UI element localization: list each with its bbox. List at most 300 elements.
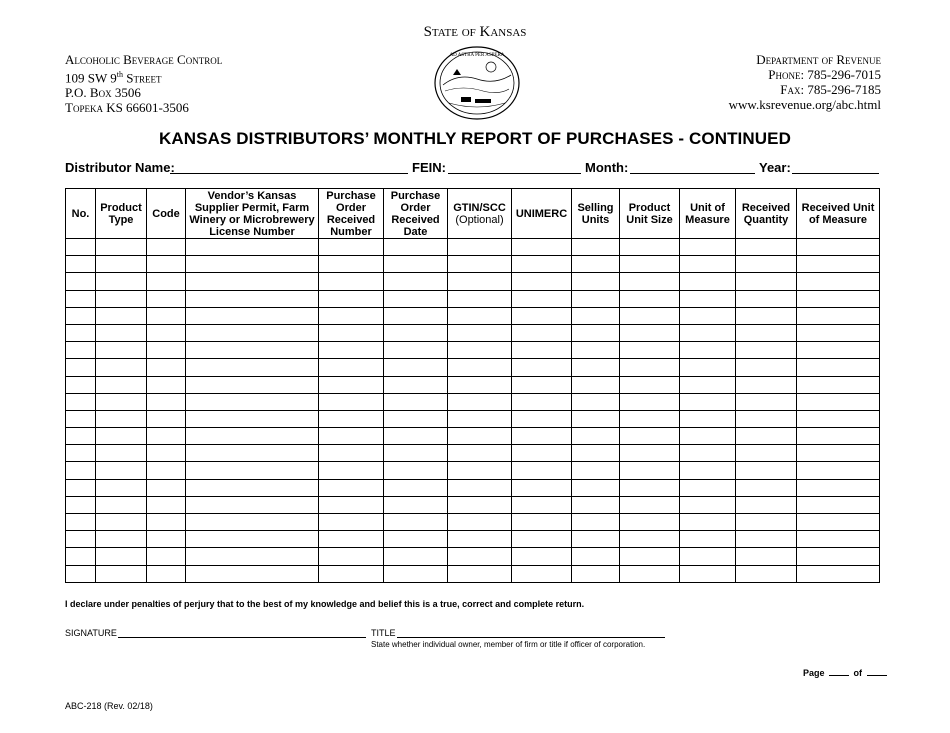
- table-cell[interactable]: [620, 496, 680, 513]
- table-cell[interactable]: [512, 290, 572, 307]
- table-cell[interactable]: [512, 479, 572, 496]
- table-row: [66, 462, 880, 479]
- table-cell[interactable]: [66, 565, 96, 582]
- table-cell[interactable]: [797, 548, 880, 565]
- distributor-name-field[interactable]: [170, 173, 408, 174]
- table-cell[interactable]: [572, 376, 620, 393]
- table-cell[interactable]: [66, 256, 96, 273]
- table-cell[interactable]: [319, 565, 384, 582]
- table-cell[interactable]: [680, 479, 736, 496]
- col-header: GTIN/SCC (Optional): [448, 189, 512, 239]
- table-cell[interactable]: [620, 359, 680, 376]
- table-cell[interactable]: [66, 496, 96, 513]
- table-cell[interactable]: [319, 531, 384, 548]
- table-cell[interactable]: [66, 462, 96, 479]
- table-cell[interactable]: [384, 376, 448, 393]
- table-cell[interactable]: [384, 565, 448, 582]
- table-cell[interactable]: [620, 514, 680, 531]
- table-cell[interactable]: [448, 445, 512, 462]
- table-cell[interactable]: [66, 479, 96, 496]
- table-row: [66, 359, 880, 376]
- table-cell[interactable]: [319, 445, 384, 462]
- table-cell[interactable]: [96, 256, 147, 273]
- table-cell[interactable]: [620, 479, 680, 496]
- table-cell[interactable]: [448, 239, 512, 256]
- table-cell[interactable]: [66, 514, 96, 531]
- table-cell[interactable]: [384, 273, 448, 290]
- table-cell[interactable]: [797, 428, 880, 445]
- table-cell[interactable]: [448, 548, 512, 565]
- table-cell[interactable]: [680, 531, 736, 548]
- table-cell[interactable]: [512, 393, 572, 410]
- table-cell[interactable]: [736, 479, 797, 496]
- col-header: No.: [66, 189, 96, 239]
- table-cell[interactable]: [147, 290, 186, 307]
- table-cell[interactable]: [572, 479, 620, 496]
- table-cell[interactable]: [66, 410, 96, 427]
- table-cell[interactable]: [319, 307, 384, 324]
- table-cell[interactable]: [319, 239, 384, 256]
- table-cell[interactable]: [186, 445, 319, 462]
- table-cell[interactable]: [319, 342, 384, 359]
- table-cell[interactable]: [448, 273, 512, 290]
- table-cell[interactable]: [448, 342, 512, 359]
- table-cell[interactable]: [512, 496, 572, 513]
- table-cell[interactable]: [147, 428, 186, 445]
- table-cell[interactable]: [66, 342, 96, 359]
- table-cell[interactable]: [572, 565, 620, 582]
- table-cell[interactable]: [572, 531, 620, 548]
- table-cell[interactable]: [319, 273, 384, 290]
- table-cell[interactable]: [319, 256, 384, 273]
- table-cell[interactable]: [572, 393, 620, 410]
- table-cell[interactable]: [797, 496, 880, 513]
- table-cell[interactable]: [186, 307, 319, 324]
- table-cell[interactable]: [572, 514, 620, 531]
- table-cell[interactable]: [384, 256, 448, 273]
- table-cell[interactable]: [736, 273, 797, 290]
- table-cell[interactable]: [736, 290, 797, 307]
- table-cell[interactable]: [572, 410, 620, 427]
- table-cell[interactable]: [186, 428, 319, 445]
- table-cell[interactable]: [736, 428, 797, 445]
- table-cell[interactable]: [96, 462, 147, 479]
- table-cell[interactable]: [736, 565, 797, 582]
- table-cell[interactable]: [66, 324, 96, 341]
- table-cell[interactable]: [66, 273, 96, 290]
- table-cell[interactable]: [147, 239, 186, 256]
- table-cell[interactable]: [680, 376, 736, 393]
- col-header: Vendor’s Kansas Supplier Permit, Farm Winery or Microbrewery License Number: [186, 189, 319, 239]
- table-cell[interactable]: [319, 479, 384, 496]
- table-cell[interactable]: [680, 514, 736, 531]
- col-header: Purchase Order Received Date: [384, 189, 448, 239]
- table-cell[interactable]: [736, 307, 797, 324]
- table-cell[interactable]: [319, 393, 384, 410]
- table-cell[interactable]: [147, 342, 186, 359]
- table-cell[interactable]: [147, 531, 186, 548]
- table-cell[interactable]: [680, 342, 736, 359]
- table-cell[interactable]: [512, 359, 572, 376]
- table-cell[interactable]: [96, 445, 147, 462]
- table-cell[interactable]: [186, 462, 319, 479]
- col-header: Unit of Measure: [680, 189, 736, 239]
- table-cell[interactable]: [448, 393, 512, 410]
- table-row: [66, 565, 880, 582]
- table-cell[interactable]: [96, 479, 147, 496]
- table-cell[interactable]: [620, 531, 680, 548]
- table-cell[interactable]: [448, 324, 512, 341]
- table-cell[interactable]: [96, 514, 147, 531]
- month-field[interactable]: [630, 173, 755, 174]
- table-cell[interactable]: [384, 342, 448, 359]
- table-cell[interactable]: [736, 548, 797, 565]
- table-cell[interactable]: [147, 393, 186, 410]
- table-cell[interactable]: [186, 531, 319, 548]
- page-counter: [803, 668, 887, 678]
- table-cell[interactable]: [736, 359, 797, 376]
- table-cell[interactable]: [384, 393, 448, 410]
- table-cell[interactable]: [736, 239, 797, 256]
- table-cell[interactable]: [384, 290, 448, 307]
- table-cell[interactable]: [736, 462, 797, 479]
- table-cell[interactable]: [620, 565, 680, 582]
- col-header: Selling Units: [572, 189, 620, 239]
- table-cell[interactable]: [620, 428, 680, 445]
- table-cell[interactable]: [147, 496, 186, 513]
- table-cell[interactable]: [384, 462, 448, 479]
- po-box: P.O. Box 3506: [65, 85, 141, 101]
- table-cell[interactable]: [186, 410, 319, 427]
- table-cell[interactable]: [512, 239, 572, 256]
- table-cell[interactable]: [620, 393, 680, 410]
- table-cell[interactable]: [572, 445, 620, 462]
- table-cell[interactable]: [186, 496, 319, 513]
- page-total-field[interactable]: [867, 675, 887, 676]
- table-cell[interactable]: [147, 445, 186, 462]
- table-cell[interactable]: [448, 290, 512, 307]
- table-cell[interactable]: [680, 239, 736, 256]
- table-cell[interactable]: [620, 342, 680, 359]
- table-cell[interactable]: [66, 376, 96, 393]
- table-cell[interactable]: [96, 410, 147, 427]
- table-cell[interactable]: [620, 307, 680, 324]
- table-cell[interactable]: [384, 445, 448, 462]
- table-cell[interactable]: [384, 514, 448, 531]
- table-cell[interactable]: [620, 273, 680, 290]
- table-cell[interactable]: [186, 376, 319, 393]
- table-cell[interactable]: [620, 324, 680, 341]
- table-cell[interactable]: [186, 273, 319, 290]
- table-cell[interactable]: [736, 445, 797, 462]
- table-cell[interactable]: [680, 359, 736, 376]
- table-cell[interactable]: [736, 342, 797, 359]
- table-cell[interactable]: [448, 496, 512, 513]
- table-cell[interactable]: [96, 342, 147, 359]
- table-cell[interactable]: [448, 531, 512, 548]
- table-cell[interactable]: [736, 256, 797, 273]
- year-field[interactable]: [792, 173, 879, 174]
- table-cell[interactable]: [620, 290, 680, 307]
- table-cell[interactable]: [680, 307, 736, 324]
- department-address: [729, 52, 881, 112]
- table-cell[interactable]: [797, 324, 880, 341]
- table-cell[interactable]: [797, 565, 880, 582]
- table-cell[interactable]: [96, 565, 147, 582]
- table-cell[interactable]: [96, 307, 147, 324]
- table-cell[interactable]: [66, 428, 96, 445]
- table-cell[interactable]: [319, 514, 384, 531]
- table-cell[interactable]: [680, 290, 736, 307]
- table-cell[interactable]: [572, 239, 620, 256]
- table-cell[interactable]: [797, 359, 880, 376]
- signature-label: SIGNATURE: [65, 628, 117, 638]
- table-cell[interactable]: [186, 290, 319, 307]
- table-cell[interactable]: [96, 548, 147, 565]
- page-label: Page: [803, 668, 825, 678]
- table-cell[interactable]: [96, 239, 147, 256]
- table-cell[interactable]: [512, 324, 572, 341]
- table-cell[interactable]: [797, 239, 880, 256]
- table-cell[interactable]: [147, 565, 186, 582]
- table-cell[interactable]: [319, 496, 384, 513]
- table-cell[interactable]: [66, 307, 96, 324]
- table-cell[interactable]: [680, 445, 736, 462]
- table-cell[interactable]: [319, 548, 384, 565]
- table-cell[interactable]: [512, 531, 572, 548]
- table-row: [66, 514, 880, 531]
- table-cell[interactable]: [384, 324, 448, 341]
- table-cell[interactable]: [680, 496, 736, 513]
- table-cell[interactable]: [448, 479, 512, 496]
- table-cell[interactable]: [96, 324, 147, 341]
- table-cell[interactable]: [319, 428, 384, 445]
- table-cell[interactable]: [512, 548, 572, 565]
- table-cell[interactable]: [96, 496, 147, 513]
- table-cell[interactable]: [66, 531, 96, 548]
- table-cell[interactable]: [186, 548, 319, 565]
- table-cell[interactable]: [680, 410, 736, 427]
- table-row: [66, 239, 880, 256]
- city-zip: Topeka KS 66601-3506: [65, 100, 189, 116]
- table-cell[interactable]: [620, 410, 680, 427]
- table-cell[interactable]: [572, 548, 620, 565]
- table-cell[interactable]: [319, 359, 384, 376]
- table-cell[interactable]: [319, 376, 384, 393]
- table-cell[interactable]: [572, 496, 620, 513]
- page-number-field[interactable]: [829, 675, 849, 676]
- table-cell[interactable]: [448, 514, 512, 531]
- table-cell[interactable]: [186, 324, 319, 341]
- table-cell[interactable]: [572, 273, 620, 290]
- table-cell[interactable]: [736, 514, 797, 531]
- table-cell[interactable]: [186, 393, 319, 410]
- table-cell[interactable]: [797, 342, 880, 359]
- table-cell[interactable]: [680, 462, 736, 479]
- table-cell[interactable]: [147, 410, 186, 427]
- table-cell[interactable]: [620, 462, 680, 479]
- table-cell[interactable]: [66, 359, 96, 376]
- table-cell[interactable]: [572, 342, 620, 359]
- table-cell[interactable]: [384, 548, 448, 565]
- table-cell[interactable]: [66, 239, 96, 256]
- table-cell[interactable]: [147, 514, 186, 531]
- table-cell[interactable]: [620, 445, 680, 462]
- table-cell[interactable]: [186, 239, 319, 256]
- table-cell[interactable]: [319, 324, 384, 341]
- table-cell[interactable]: [512, 410, 572, 427]
- table-cell[interactable]: [797, 256, 880, 273]
- table-cell[interactable]: [797, 393, 880, 410]
- table-cell[interactable]: [448, 565, 512, 582]
- col-header: Product Type: [96, 189, 147, 239]
- table-cell[interactable]: [797, 376, 880, 393]
- table-cell[interactable]: [448, 359, 512, 376]
- table-cell[interactable]: [512, 445, 572, 462]
- table-cell[interactable]: [66, 548, 96, 565]
- table-cell[interactable]: [384, 239, 448, 256]
- table-cell[interactable]: [319, 410, 384, 427]
- table-cell[interactable]: [797, 514, 880, 531]
- table-cell[interactable]: [797, 462, 880, 479]
- table-cell[interactable]: [384, 479, 448, 496]
- table-cell[interactable]: [680, 428, 736, 445]
- distributor-name-label: Distributor Name:: [65, 160, 175, 175]
- table-cell[interactable]: [736, 376, 797, 393]
- table-cell[interactable]: [384, 359, 448, 376]
- table-cell[interactable]: [66, 393, 96, 410]
- table-cell[interactable]: [384, 496, 448, 513]
- table-cell[interactable]: [572, 307, 620, 324]
- table-cell[interactable]: [797, 479, 880, 496]
- table-cell[interactable]: [572, 428, 620, 445]
- table-cell[interactable]: [620, 256, 680, 273]
- table-cell[interactable]: [797, 410, 880, 427]
- table-cell[interactable]: [572, 290, 620, 307]
- table-cell[interactable]: [448, 410, 512, 427]
- table-row: [66, 428, 880, 445]
- table-cell[interactable]: [680, 324, 736, 341]
- table-cell[interactable]: [512, 307, 572, 324]
- table-cell[interactable]: [620, 376, 680, 393]
- table-cell[interactable]: [680, 256, 736, 273]
- table-cell[interactable]: [384, 307, 448, 324]
- department-name: Department of Revenue: [756, 52, 881, 67]
- table-row: [66, 496, 880, 513]
- table-cell[interactable]: [797, 273, 880, 290]
- table-cell[interactable]: [572, 359, 620, 376]
- table-cell[interactable]: [147, 256, 186, 273]
- table-cell[interactable]: [620, 239, 680, 256]
- table-cell[interactable]: [186, 359, 319, 376]
- table-cell[interactable]: [448, 428, 512, 445]
- table-cell[interactable]: [96, 290, 147, 307]
- table-cell[interactable]: [680, 565, 736, 582]
- table-cell[interactable]: [448, 462, 512, 479]
- table-cell[interactable]: [147, 359, 186, 376]
- table-cell[interactable]: [736, 496, 797, 513]
- table-cell[interactable]: [147, 324, 186, 341]
- table-cell[interactable]: [96, 531, 147, 548]
- table-cell[interactable]: [680, 273, 736, 290]
- table-cell[interactable]: [736, 410, 797, 427]
- table-row: [66, 307, 880, 324]
- col-header: Purchase Order Received Number: [319, 189, 384, 239]
- table-cell[interactable]: [186, 479, 319, 496]
- signature-field[interactable]: [118, 637, 366, 638]
- table-row: [66, 548, 880, 565]
- table-cell[interactable]: [147, 307, 186, 324]
- table-cell[interactable]: [680, 548, 736, 565]
- table-cell[interactable]: [147, 462, 186, 479]
- table-cell[interactable]: [96, 428, 147, 445]
- table-cell[interactable]: [66, 445, 96, 462]
- table-cell[interactable]: [680, 393, 736, 410]
- table-cell[interactable]: [797, 307, 880, 324]
- table-cell[interactable]: [736, 531, 797, 548]
- table-cell[interactable]: [448, 376, 512, 393]
- table-cell[interactable]: [186, 256, 319, 273]
- table-cell[interactable]: [512, 565, 572, 582]
- table-cell[interactable]: [384, 410, 448, 427]
- table-cell[interactable]: [572, 256, 620, 273]
- table-cell[interactable]: [96, 273, 147, 290]
- table-cell[interactable]: [448, 256, 512, 273]
- table-cell[interactable]: [319, 290, 384, 307]
- table-cell[interactable]: [147, 376, 186, 393]
- table-cell[interactable]: [736, 324, 797, 341]
- table-cell[interactable]: [797, 445, 880, 462]
- table-cell[interactable]: [512, 342, 572, 359]
- kansas-seal-icon: [433, 45, 521, 121]
- table-cell[interactable]: [96, 359, 147, 376]
- table-cell[interactable]: [448, 307, 512, 324]
- table-cell[interactable]: [512, 256, 572, 273]
- table-cell[interactable]: [147, 273, 186, 290]
- fein-field[interactable]: [448, 173, 581, 174]
- table-cell[interactable]: [96, 376, 147, 393]
- phone: Phone: 785-296-7015: [768, 67, 881, 82]
- table-cell[interactable]: [620, 548, 680, 565]
- table-cell[interactable]: [319, 462, 384, 479]
- table-cell[interactable]: [96, 393, 147, 410]
- table-cell[interactable]: [512, 428, 572, 445]
- table-cell[interactable]: [797, 290, 880, 307]
- table-cell[interactable]: [512, 462, 572, 479]
- table-cell[interactable]: [384, 531, 448, 548]
- form-id: ABC-218 (Rev. 02/18): [65, 701, 153, 711]
- table-cell[interactable]: [797, 531, 880, 548]
- table-cell[interactable]: [572, 324, 620, 341]
- table-cell[interactable]: [147, 479, 186, 496]
- table-cell[interactable]: [512, 376, 572, 393]
- street-address: 109 SW 9th Street: [65, 70, 162, 86]
- table-row: [66, 376, 880, 393]
- table-row: [66, 256, 880, 273]
- table-cell[interactable]: [512, 514, 572, 531]
- table-cell[interactable]: [572, 462, 620, 479]
- title-field[interactable]: [397, 637, 665, 638]
- table-cell[interactable]: [186, 342, 319, 359]
- table-cell[interactable]: [66, 290, 96, 307]
- table-cell[interactable]: [147, 548, 186, 565]
- table-cell[interactable]: [384, 428, 448, 445]
- table-cell[interactable]: [186, 565, 319, 582]
- table-cell[interactable]: [512, 273, 572, 290]
- website-link: www.ksrevenue.org/abc.html: [728, 97, 881, 112]
- table-cell[interactable]: [186, 514, 319, 531]
- table-cell[interactable]: [736, 393, 797, 410]
